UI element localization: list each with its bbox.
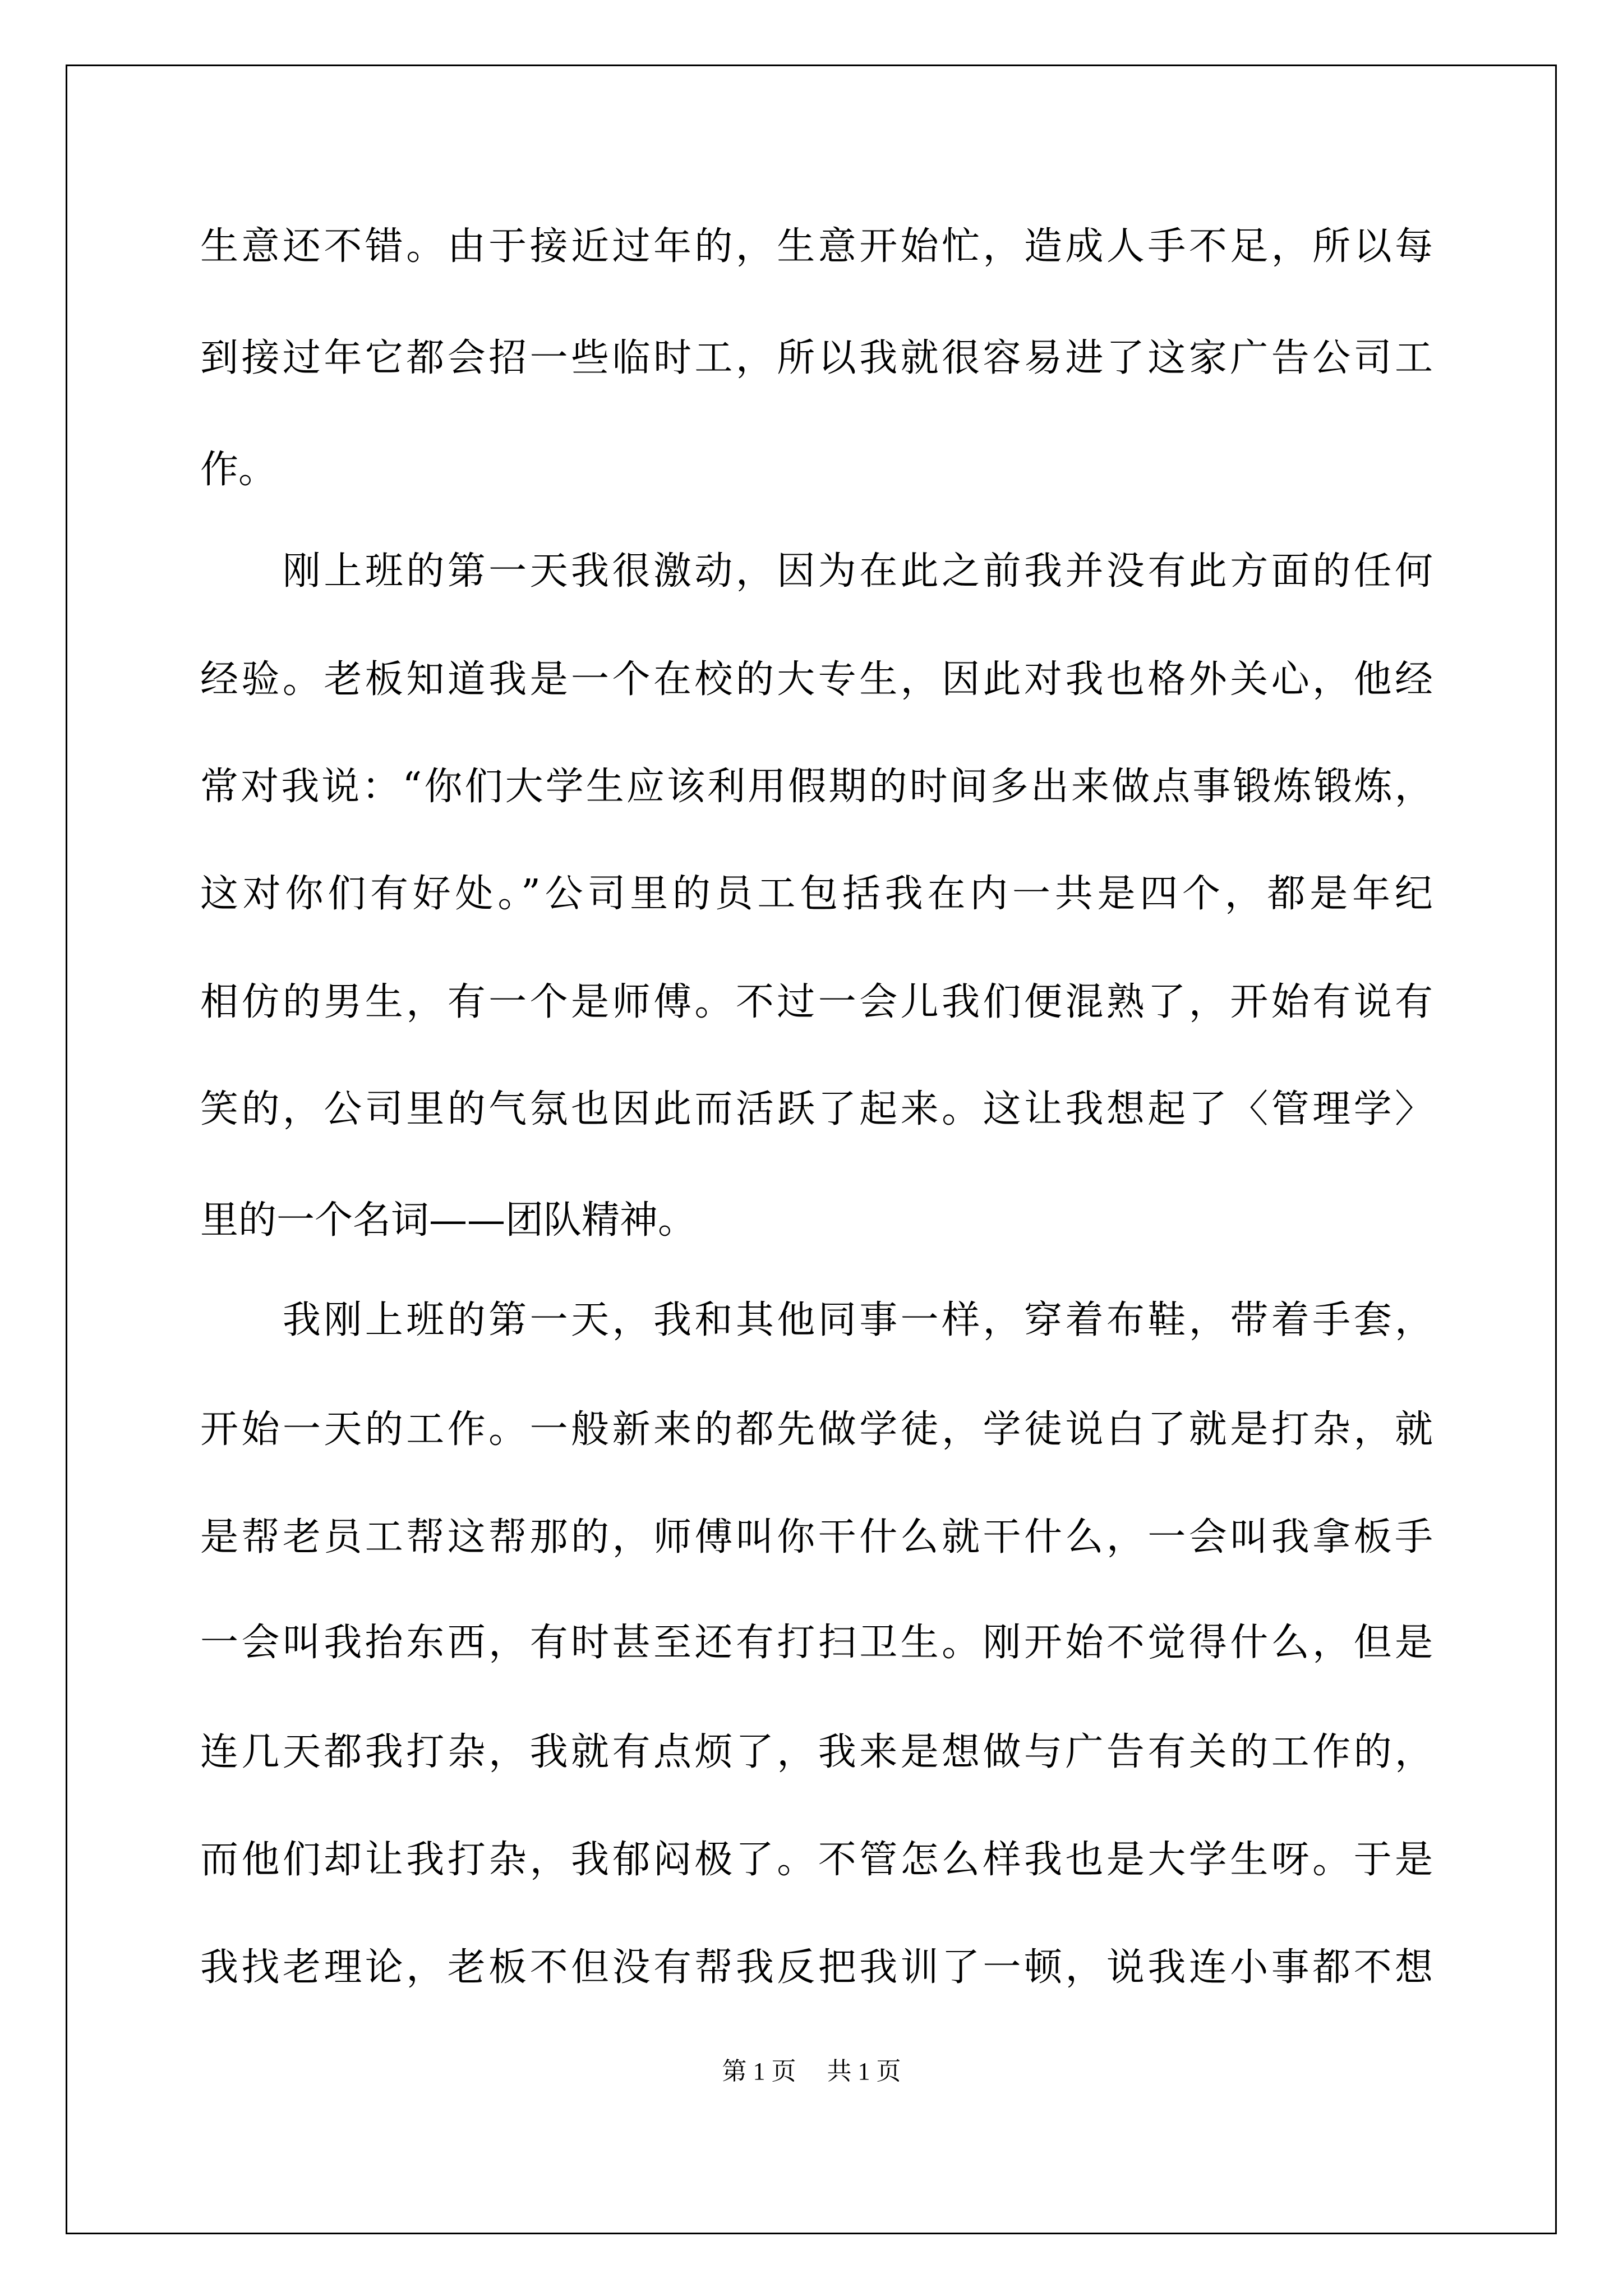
page-border (66, 65, 1557, 2234)
text-line: 刚上班的第一天我很激动，因为在此之前我并没有此方面的任何 (200, 549, 1436, 593)
text-line: 我找老理论，老板不但没有帮我反把我训了一顿，说我连小事都不想 (200, 1945, 1436, 1990)
text-line: 连几天都我打杂，我就有点烦了，我来是想做与广告有关的工作的， (200, 1730, 1436, 1774)
text-line: 相仿的男生，有一个是师傅。不过一会儿我们便混熟了，开始有说有 (200, 980, 1436, 1024)
text-line: 经验。老板知道我是一个在校的大专生，因此对我也格外关心，他经 (200, 657, 1436, 702)
text-line: 笑的，公司里的气氛也因此而活跃了起来。这让我想起了〈管理学〉 (200, 1087, 1436, 1131)
page-number-footer: 第 1 页 共 1 页 (722, 2058, 901, 2085)
text-line: 作。 (200, 448, 277, 492)
text-line: 是帮老员工帮这帮那的，师傅叫你干什么就干什么，一会叫我拿板手 (200, 1515, 1436, 1559)
text-line: 一会叫我抬东西，有时甚至还有打扫卫生。刚开始不觉得什么，但是 (200, 1621, 1436, 1665)
text-line: 生意还不错。由于接近过年的，生意开始忙，造成人手不足，所以每 (200, 224, 1436, 269)
text-line: 常对我说：“你们大学生应该利用假期的时间多出来做点事锻炼锻炼， (200, 765, 1435, 809)
text-line: 开始一天的工作。一般新来的都先做学徒，学徒说白了就是打杂，就 (200, 1407, 1436, 1452)
text-line: 我刚上班的第一天，我和其他同事一样，穿着布鞋，带着手套， (200, 1298, 1436, 1342)
text-line: 到接过年它都会招一些临时工，所以我就很容易进了这家广告公司工 (200, 336, 1436, 380)
text-line: 而他们却让我打杂，我郁闷极了。不管怎么样我也是大学生呀。于是 (200, 1838, 1436, 1882)
text-line: 这对你们有好处。”公司里的员工包括我在内一共是四个，都是年纪 (200, 872, 1437, 916)
text-line: 里的一个名词——团队精神。 (200, 1198, 697, 1243)
